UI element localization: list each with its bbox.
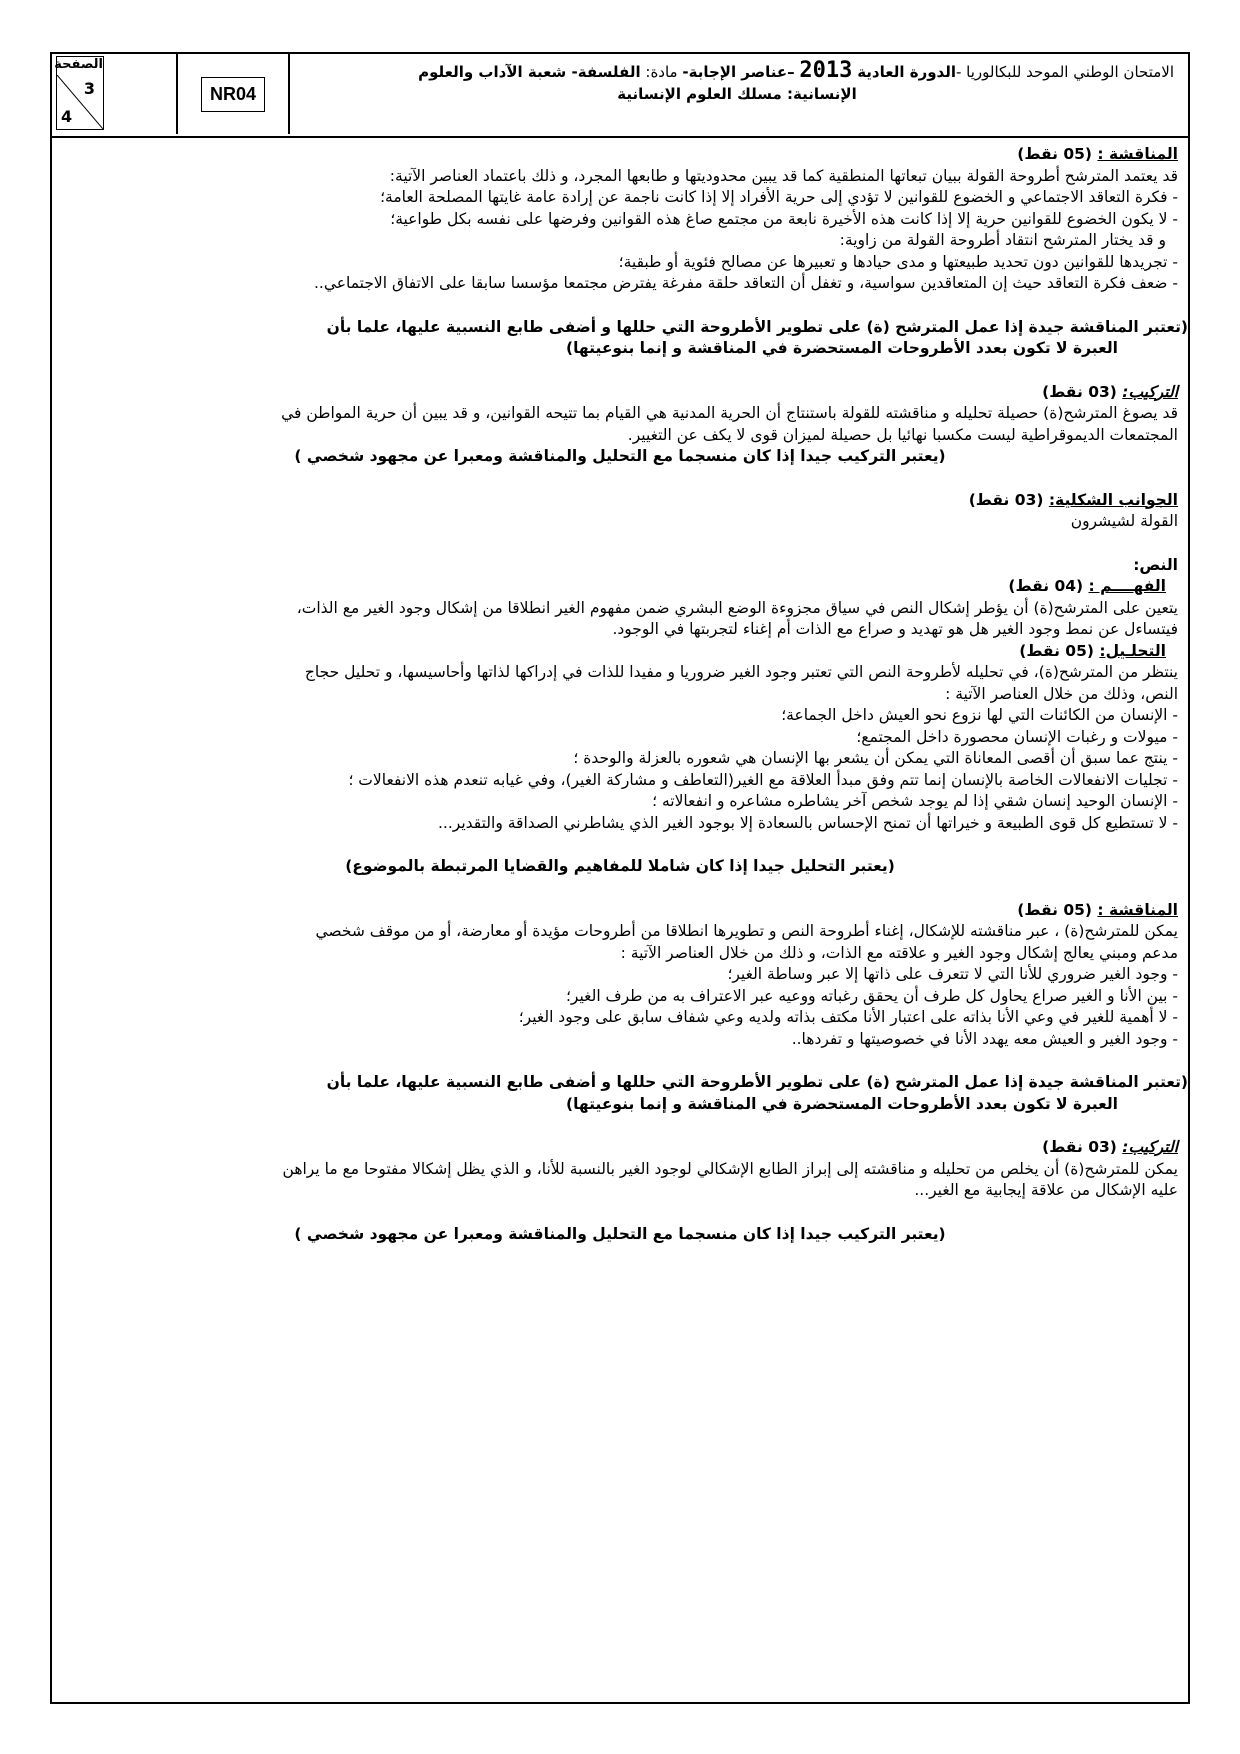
exam-title (288, 54, 1188, 134)
text-line: القولة لشيشرون (1070, 512, 1178, 530)
heading-label: الجوانب الشكلية: (1048, 490, 1178, 509)
exam-code: NR04 (201, 77, 265, 112)
section-heading (62, 382, 1178, 404)
text-line: يتعين على المترشح(ة) أن يؤطر إشكال النص في سياق مجزوءة الوضع البشري ضمن مفهوم الغير انطلاقا من إشكال وجود الغير مع الذات، (296, 598, 1178, 617)
grading-note: (يعتبر التركيب جيدا إذا كان منسجما مع التحليل والمناقشة ومعبرا عن مجهود شخصي ) (294, 1224, 946, 1243)
answer-content (62, 144, 1188, 1245)
title-session: الدورة العادية (857, 63, 956, 81)
title-part1: الامتحان الوطني الموحد للبكالوريا - (955, 63, 1174, 81)
heading-label: النص: (1133, 555, 1178, 574)
text-line: النص، وذلك من خلال العناصر الآتية : (945, 684, 1178, 703)
text-line: - لا يكون الخضوع للقوانين حرية إلا إذا كانت هذه الأخيرة نابعة من مجتمع صاغ هذه القوانين وفرضها على نفسه بكل طواعية؛ (390, 209, 1178, 228)
page-number: 3 (83, 79, 95, 98)
heading-points: (05 نقط) (1017, 145, 1092, 163)
text-line: - لا تستطيع كل قوى الطبيعة و خيراتها أن تمنح الإحساس بالسعادة إلا بوجود الغير الذي يشاطرني الصداقة والتقدير... (438, 813, 1178, 832)
text-line: يمكن للمترشح(ة) أن يخلص من تحليله و مناقشته إلى إبراز الطابع الإشكالي لوجود الغير بالنسبة للأنا، و الذي يظل إشكالا مفتوحا مع ما يراهن (282, 1159, 1178, 1178)
exam-code-cell (176, 54, 288, 134)
title-part3: مادة: (645, 63, 678, 81)
heading-points: (04 نقط) (1008, 577, 1084, 595)
section-heading (62, 900, 1178, 922)
heading-label: المناقشة : (1097, 145, 1178, 163)
section-heading (62, 490, 1178, 512)
text-line: - وجود الغير ضروري للأنا التي لا تتعرف على ذاتها إلا عبر وساطة الغير؛ (727, 965, 1178, 983)
grading-note: العبرة لا تكون بعدد الأطروحات المستحضرة في المناقشة و إنما بنوعيتها) (566, 1094, 1118, 1113)
text-line: مدعم ومبني يعالج إشكال وجود الغير و علاقته مع الذات، و ذلك من خلال العناصر الآتية : (620, 943, 1178, 962)
text-line: و قد يختار المترشح انتقاد أطروحة القولة من زاوية: (839, 231, 1166, 249)
page-number-box (56, 56, 104, 130)
text-line: - فكرة التعاقد الاجتماعي و الخضوع للقوانين لا تؤدي إلى حرية الأفراد إلا إذا كانت ناجمة عن إرادة عامة غايتها المصلحة العامة؛ (380, 188, 1178, 206)
title-line2: الإنسانية: مسلك العلوم الإنسانية (617, 85, 857, 103)
text-line: - بين الأنا و الغير صراع يحاول كل طرف أن يحقق رغباته ووعيه عبر الاعتراف به من طرف الغير؛ (565, 986, 1178, 1005)
heading-label: التحلـيل: (1099, 641, 1166, 660)
text-line: المجتمعات الديموقراطية ليست مكسبا نهائيا بل حصيلة لميزان قوى لا يكف عن التغيير. (627, 425, 1178, 444)
grading-note: العبرة لا تكون بعدد الأطروحات المستحضرة في المناقشة و إنما بنوعيتها) (566, 339, 1118, 357)
grading-note: (تعتبر المناقشة جيدة إذا عمل المترشح (ة) على تطوير الأطروحة التي حللها و أضفى طابع النسبية عليها، علما بأن (326, 1073, 1188, 1091)
heading-label: الفهــــم : (1088, 577, 1166, 595)
section-heading (62, 144, 1178, 166)
title-part2: –عناصر الإجابة- (682, 63, 795, 81)
text-line: يمكن للمترشح(ة) ، عبر مناقشته للإشكال، إغناء أطروحة النص و تطويرها انطلاقا من أطروحات مؤيدة أو معارضة، أو من موقف شخصي (315, 922, 1178, 940)
text-line: عليه الإشكال من علاقة إيجابية مع الغير... (914, 1181, 1178, 1199)
text-line: - لا أهمية للغير في وعي الأنا بذاته على اعتبار الأنا مكتف بذاته ولديه وعي شفاف سابق على وجود الغير؛ (518, 1008, 1178, 1026)
text-line: فيتساءل عن نمط وجود الغير هل هو تهديد و صراع مع الذات أم إغناء لتجربتها في الوجود. (612, 620, 1178, 638)
text-line: - تجريدها للقوانين دون تحديد طبيعتها و مدى حيادها و تعبيرها عن مصالح فئوية أو طبقية؛ (618, 252, 1178, 271)
heading-points: (05 نقط) (1019, 641, 1094, 660)
heading-label: التركيب: (1122, 1138, 1178, 1156)
grading-note: (تعتبر المناقشة جيدة إذا عمل المترشح (ة) على تطوير الأطروحة التي حللها و أضفى طابع النسبية عليها، علما بأن (326, 317, 1188, 336)
heading-points: (03 نقط) (1042, 382, 1117, 401)
page-header (52, 54, 1188, 138)
heading-points: (03 نقط) (968, 490, 1044, 509)
page-total: 4 (61, 107, 73, 126)
text-line: قد يعتمد المترشح أطروحة القولة ببيان تبعاتها المنطقية كما قد يبين محدوديتها و طابعها المجرد، و ذلك باعتماد العناصر الآتية: (389, 166, 1178, 185)
text-line: - الإنسان الوحيد إنسان شقي إذا لم يوجد شخص آخر يشاطره مشاعره و انفعالاته ؛ (652, 792, 1178, 810)
grading-note: (يعتبر التركيب جيدا إذا كان منسجما مع التحليل والمناقشة ومعبرا عن مجهود شخصي ) (294, 447, 946, 465)
text-line: - ينتج عما سبق أن أقصى المعاناة التي يمكن أن يشعر بها الإنسان هي شعوره بالعزلة والوحدة ؛ (573, 749, 1178, 767)
text-line: - ميولات و رغبات الإنسان محصورة داخل المجتمع؛ (856, 727, 1178, 746)
section-heading (62, 555, 1178, 577)
exam-page (50, 52, 1190, 1704)
heading-label: التركيب: (1122, 382, 1178, 401)
title-year: 2013 (799, 58, 853, 83)
text-line: - تجليات الانفعالات الخاصة بالإنسان إنما تتم وفق مبدأ العلاقة مع الغير(التعاطف و مشاركة الغير)، وفي غيابه تنعدم هذه الانفعالات ؛ (348, 770, 1178, 789)
page-label: الصفحة (54, 57, 103, 72)
heading-label: المناقشة : (1097, 900, 1178, 919)
heading-points: (05 نقط) (1017, 900, 1092, 919)
text-line: قد يصوغ المترشح(ة) حصيلة تحليله و مناقشته للقولة باستنتاج أن الحرية المدنية هي القيام بما تتيحه القوانين، و قد يبين أن حرية المواطن في (281, 404, 1178, 422)
title-subject: الفلسفة- شعبة الآداب والعلوم (418, 63, 641, 81)
section-heading (62, 641, 1178, 663)
text-line: - ضعف فكرة التعاقد حيث إن المتعاقدين سواسية، و تغفل أن التعاقد حلقة مفرغة يفترض مجتمعا مؤسسا سابقا على الاتفاق الاجتماعي.. (313, 274, 1178, 292)
text-line: - الإنسان من الكائنات التي لها نزوع نحو العيش داخل الجماعة؛ (781, 706, 1178, 724)
section-heading (62, 1137, 1178, 1159)
grading-note: (يعتبر التحليل جيدا إذا كان شاملا للمفاهيم والقضايا المرتبطة بالموضوع) (345, 857, 895, 875)
heading-points: (03 نقط) (1042, 1138, 1117, 1156)
section-heading (62, 576, 1178, 598)
text-line: - وجود الغير و العيش معه يهدد الأنا في خصوصيتها و تفردها.. (791, 1029, 1178, 1048)
text-line: ينتظر من المترشح(ة)، في تحليله لأطروحة النص التي تعتبر وجود الغير ضروريا و مفيدا للذات في إدراكها لذاتها وأحاسيسها، و تحليل حجاج (304, 663, 1178, 681)
